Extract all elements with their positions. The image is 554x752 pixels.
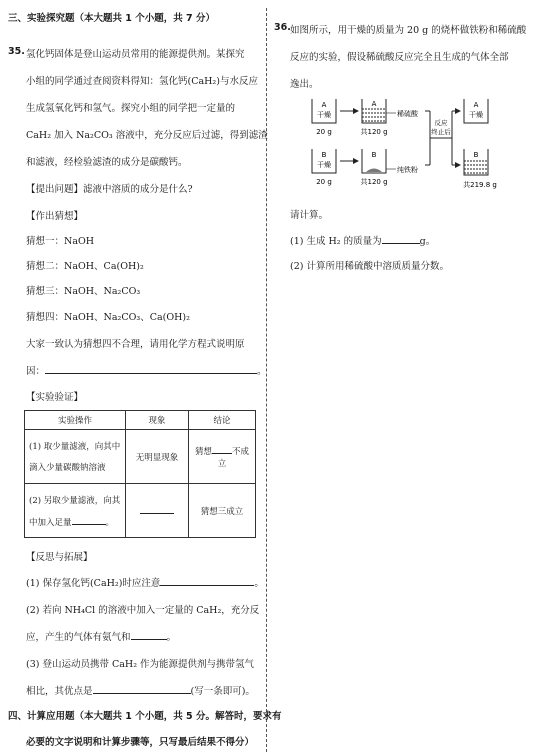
- calc-1: (1) 生成 H₂ 的质量为 g。: [290, 236, 436, 247]
- beaker-a-dry: [312, 99, 336, 136]
- section4-heading-line-1: 四、计算应用题（本大题共 1 个小题，共 5 分。解答时，要求有: [8, 711, 282, 722]
- table-cell-operation: (2) 另取少量滤液，向其 中加入足量 。: [25, 484, 126, 538]
- q36-number: 36.: [274, 22, 291, 33]
- calc-prompt: 请计算。: [290, 210, 329, 221]
- answer-blank-hypothesis[interactable]: [212, 444, 232, 454]
- q36-line-3: 逸出。: [290, 79, 319, 90]
- experiment-table: [24, 410, 256, 538]
- table-cell-operation: (1) 取少量滤液，向其中 滴入少量碳酸钠溶液: [25, 430, 126, 484]
- hypothesis-3: 猜想三：NaOH、Na₂CO₃: [26, 286, 141, 297]
- table-header-operation: 实验操作: [25, 411, 126, 430]
- q35-line-4: CaH₂ 加入 Na₂CO₃ 溶液中，充分反应后过滤，得到滤渣: [26, 130, 268, 141]
- hypothesis-heading: 【作出猜想】: [26, 211, 84, 222]
- q35-line-3: 生成氢氧化钙和氢气。探究小组的同学把一定量的: [26, 103, 236, 114]
- svg-text:A: A: [371, 100, 377, 108]
- hypothesis-2: 猜想二：NaOH、Ca(OH)₂: [26, 261, 144, 272]
- beaker-a-acid: [360, 99, 419, 136]
- table-header-row: [25, 411, 256, 430]
- answer-blank-phenomenon[interactable]: [140, 504, 174, 514]
- q36-line-2: 反应的实验，假设稀硫酸反应完全且生成的气体全部: [290, 52, 509, 63]
- section4-heading-line-2: 必要的文字说明和计算步骤等，只写最后结果不得分）: [26, 737, 255, 748]
- svg-text:B: B: [473, 151, 479, 159]
- svg-text:20 g: 20 g: [316, 178, 332, 186]
- table-cell-conclusion: 猜想 不成立: [189, 430, 256, 484]
- q35-line-1: 氢化钙固体是登山运动员常用的能源提供剂。某探究: [26, 49, 245, 60]
- consensus-line-1: 大家一致认为猜想四不合理，请用化学方程式说明原: [26, 339, 245, 350]
- total-label: 共120 g: [360, 128, 388, 136]
- answer-blank-gas[interactable]: [131, 630, 167, 640]
- beaker-b-dry: [312, 149, 336, 186]
- svg-text:共120 g: 共120 g: [360, 178, 388, 186]
- table-header-phenomenon: 现象: [126, 411, 189, 430]
- reaction-label: 反应: [434, 119, 448, 127]
- acid-label: 稀硫酸: [397, 110, 418, 118]
- q35-line-2: 小组的同学通过查阅资料得知：氢化钙(CaH₂)与水反应: [26, 76, 258, 87]
- column-divider: [266, 8, 267, 752]
- reflect-1: (1) 保存氢化钙(CaH₂)时应注意 。: [26, 578, 264, 589]
- table-header-conclusion: 结论: [189, 411, 256, 430]
- answer-blank-equation[interactable]: [45, 364, 257, 374]
- dry-label: 干燥: [317, 111, 331, 119]
- reflect-2-line-1: (2) 若向 NH₄Cl 的溶液中加入一定量的 CaH₂，充分反: [26, 605, 260, 616]
- reflect-3-line-2: 相比，其优点是 (写一条即可)。: [26, 686, 255, 697]
- reflect-heading: 【反思与拓展】: [26, 552, 93, 563]
- q35-line-5: 和滤液，经检验滤渣的成分是碳酸钙。: [26, 157, 188, 168]
- table-row: [25, 484, 256, 538]
- problem-statement: 【提出问题】滤液中溶质的成分是什么?: [26, 184, 193, 195]
- answer-blank-reagent[interactable]: [72, 515, 106, 525]
- svg-text:B: B: [371, 151, 377, 159]
- svg-text:干燥: 干燥: [469, 111, 483, 119]
- svg-text:B: B: [321, 151, 327, 159]
- answer-blank-advantage[interactable]: [93, 684, 191, 694]
- mass-label: 20 g: [316, 128, 332, 136]
- table-cell-phenomenon: [126, 484, 189, 538]
- q35-number: 35.: [8, 46, 25, 57]
- experiment-diagram: [300, 93, 510, 195]
- iron-label: 纯铁粉: [397, 166, 418, 174]
- hypothesis-1: 猜想一：NaOH: [26, 236, 95, 247]
- answer-blank-h2-mass[interactable]: [382, 234, 420, 244]
- consensus-line-2: 因： 。: [26, 366, 267, 377]
- calc-2: (2) 计算所用稀硫酸中溶质质量分数。: [290, 261, 449, 272]
- q36-line-1: 如图所示，用干燥的质量为 20 g 的烧杯做铁粉和稀硫酸: [290, 25, 527, 36]
- table-row: [25, 430, 256, 484]
- beaker-a-label: A: [321, 101, 327, 109]
- hypothesis-4: 猜想四：NaOH、Na₂CO₃、Ca(OH)₂: [26, 312, 190, 323]
- svg-text:干燥: 干燥: [317, 161, 331, 169]
- table-cell-phenomenon: 无明显现象: [126, 430, 189, 484]
- svg-text:A: A: [473, 101, 479, 109]
- reflect-3-line-1: (3) 登山运动员携带 CaH₂ 作为能源提供剂与携带氢气: [26, 659, 255, 670]
- table-cell-conclusion: 猜想三成立: [189, 484, 256, 538]
- beaker-b-iron: [360, 149, 418, 186]
- beaker-b-final: [463, 149, 497, 189]
- beaker-a-final: [464, 99, 488, 123]
- verify-heading: 【实验验证】: [26, 392, 84, 403]
- answer-blank-storage[interactable]: [160, 576, 254, 586]
- reflect-2-line-2: 应，产生的气体有氨气和 。: [26, 632, 177, 643]
- section3-heading: 三、实验探究题（本大题共 1 个小题，共 7 分）: [8, 13, 215, 24]
- final-total-label: 共219.8 g: [463, 181, 497, 189]
- reaction-end-label: 终止后: [431, 128, 451, 136]
